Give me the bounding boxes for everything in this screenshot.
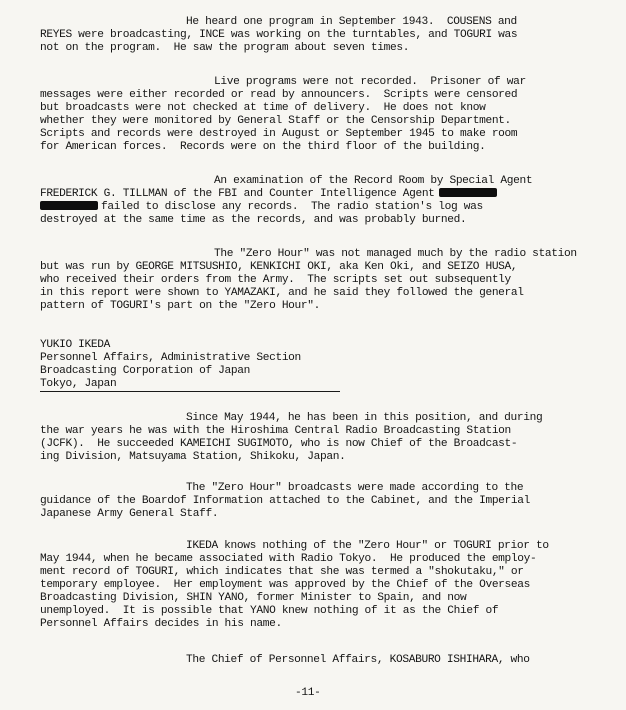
paragraph-2-line-3: but broadcasts were not checked at time of delivery. He does not know	[40, 102, 486, 114]
redaction-bar	[439, 188, 497, 197]
paragraph-6-line-3: Japanese Army General Staff.	[40, 508, 219, 520]
paragraph-4-line-2: but was run by GEORGE MITSUSHIO, KENKICHI OKI, aka Ken Oki, and SEIZO HUSA,	[40, 261, 518, 273]
paragraph-7-line-7: Personnel Affairs decides in his name.	[40, 618, 282, 630]
paragraph-4-line-4: in this report were shown to YAMAZAKI, and he said they followed the general	[40, 287, 524, 299]
paragraph-7-line-2: May 1944, when he became associated with Radio Tokyo. He produced the employ-	[40, 553, 537, 565]
paragraph-2-line-5: Scripts and records were destroyed in August or September 1945 to make room	[40, 128, 518, 140]
paragraph-3-line-1: An examination of the Record Room by Special Agent	[214, 175, 533, 187]
address-department: Personnel Affairs, Administrative Section	[40, 352, 301, 364]
paragraph-2-line-2: messages were either recorded or read by announcers. Scripts were censored	[40, 89, 518, 101]
paragraph-2-line-1: Live programs were not recorded. Prisoner of war	[214, 76, 526, 88]
page-number: -11-	[295, 687, 321, 699]
paragraph-2-line-6: for American forces. Records were on the third floor of the building.	[40, 141, 486, 153]
paragraph-4-line-1: The "Zero Hour" was not managed much by the radio station	[214, 248, 577, 260]
paragraph-4-line-3: who received their orders from the Army. The scripts set out subsequently	[40, 274, 511, 286]
paragraph-5-line-3: (JCFK). He succeeded KAMEICHI SUGIMOTO, who is now Chief of the Broadcast-	[40, 438, 518, 450]
paragraph-7-line-3: ment record of TOGURI, which indicates that she was termed a "shokutaku," or	[40, 566, 524, 578]
paragraph-7-line-1: IKEDA knows nothing of the "Zero Hour" or TOGURI prior to	[186, 540, 549, 552]
paragraph-7-line-4: temporary employee. Her employment was approved by the Chief of the Overseas	[40, 579, 530, 591]
paragraph-4-line-5: pattern of TOGURI's part on the "Zero Hour".	[40, 300, 320, 312]
address-city: Tokyo, Japan	[40, 378, 117, 390]
address-name: YUKIO IKEDA	[40, 339, 110, 351]
paragraph-7-line-5: Broadcasting Division, SHIN YANO, former Minister to Spain, and now	[40, 592, 467, 604]
paragraph-5-line-1: Since May 1944, he has been in this position, and during	[186, 412, 543, 424]
paragraph-7-line-6: unemployed. It is possible that YANO knew nothing of it as the Chief of	[40, 605, 499, 617]
paragraph-3-line-2: FREDERICK G. TILLMAN of the FBI and Counter Intelligence Agent	[40, 188, 435, 200]
paragraph-2-line-4: whether they were monitored by General Staff or the Censorship Department.	[40, 115, 511, 127]
paragraph-5-line-2: the war years he was with the Hiroshima Central Radio Broadcasting Station	[40, 425, 511, 437]
paragraph-1-line-3: not on the program. He saw the program about seven times.	[40, 42, 410, 54]
paragraph-3-line-4: destroyed at the same time as the records, and was probably burned.	[40, 214, 467, 226]
paragraph-6-line-2: guidance of the Boardof Information attached to the Cabinet, and the Imperial	[40, 495, 530, 507]
paragraph-3-line-3-wrap	[40, 201, 483, 213]
paragraph-3-line-3: failed to disclose any records. The radio station's log was	[101, 201, 483, 213]
address-organization: Broadcasting Corporation of Japan	[40, 365, 250, 377]
address-underline	[40, 391, 340, 392]
paragraph-1-line-1: He heard one program in September 1943. COUSENS and	[186, 16, 517, 28]
paragraph-8-line-1: The Chief of Personnel Affairs, KOSABURO ISHIHARA, who	[186, 654, 530, 666]
paragraph-3-line-2-wrap	[40, 188, 497, 200]
paragraph-5-line-4: ing Division, Matsuyama Station, Shikoku, Japan.	[40, 451, 346, 463]
paragraph-1-line-2: REYES were broadcasting, INCE was working on the turntables, and TOGURI was	[40, 29, 518, 41]
paragraph-6-line-1: The "Zero Hour" broadcasts were made according to the	[186, 482, 524, 494]
redaction-bar	[40, 201, 98, 210]
